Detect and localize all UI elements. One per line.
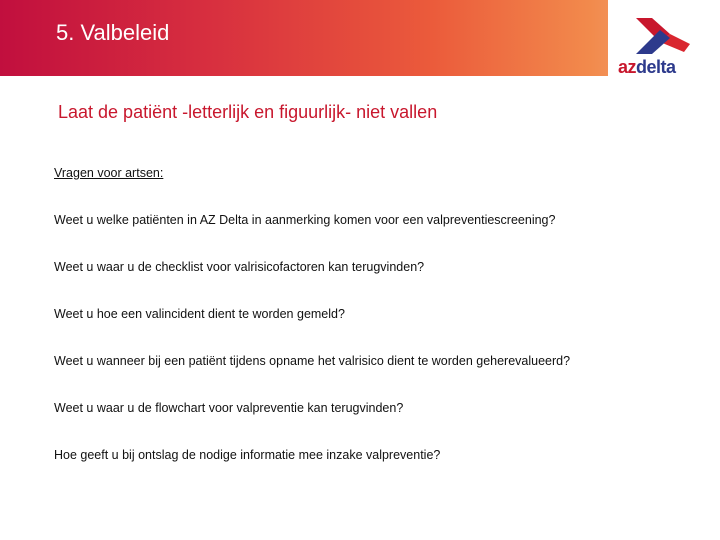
slide-subtitle: Laat de patiënt -letterlijk en figuurlijk- niet vallen [58,102,438,122]
question-item: Weet u wanneer bij een patiënt tijdens opname het valrisico dient te worden geherevalueerd? [54,354,571,368]
question-item: Weet u waar u de checklist voor valrisicofactoren kan terugvinden? [54,260,425,274]
az-delta-logo-mark-icon [630,14,692,58]
questions-intro: Vragen voor artsen: [54,166,164,180]
logo-az-text: az [618,57,637,77]
question-item: Weet u waar u de flowchart voor valpreventie kan terugvinden? [54,401,404,415]
question-item: Weet u welke patiënten in AZ Delta in aanmerking komen voor een valpreventiescreening? [54,213,556,227]
question-item: Weet u hoe een valincident dient te worden gemeld? [54,307,345,321]
az-delta-logo [618,58,676,76]
question-list [54,165,704,494]
question-item: Hoe geeft u bij ontslag de nodige informatie mee inzake valpreventie? [54,448,441,462]
slide-title: 5. Valbeleid [56,20,170,45]
logo-delta-text: delta [636,57,676,77]
